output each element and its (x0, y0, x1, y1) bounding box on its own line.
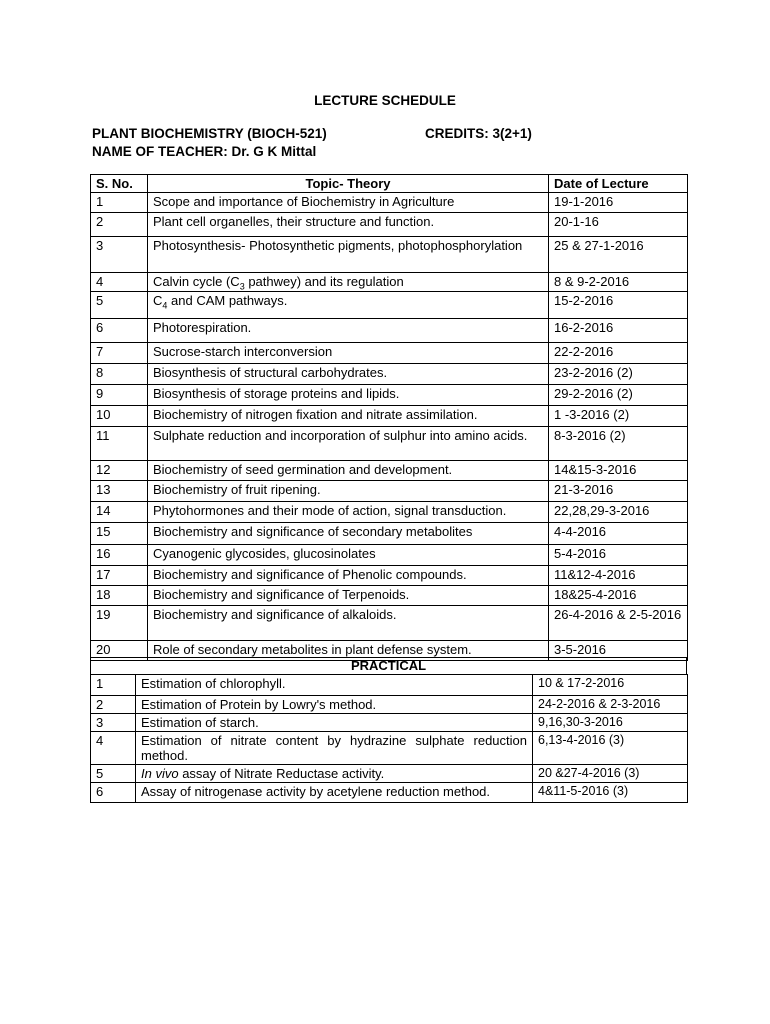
row-experiment: Assay of nitrogenase activity by acetylene reduction method. (136, 783, 533, 803)
row-date: 14&15-3-2016 (549, 461, 688, 481)
topic-part: and CAM pathways. (167, 293, 288, 308)
row-sno: 5 (91, 765, 136, 783)
row-topic (148, 292, 549, 319)
row-topic: Biochemistry of fruit ripening. (148, 481, 549, 502)
table-row (91, 714, 688, 732)
row-experiment: Estimation of Protein by Lowry's method. (136, 696, 533, 714)
row-topic: Biochemistry of seed germination and development. (148, 461, 549, 481)
row-experiment: Estimation of nitrate content by hydrazine sulphate reduction method. (136, 732, 533, 765)
row-topic: Biochemistry and significance of secondary metabolites (148, 523, 549, 545)
experiment-italic: In vivo (141, 766, 179, 781)
row-date: 8 & 9-2-2016 (549, 273, 688, 292)
row-topic: Biosynthesis of structural carbohydrates. (148, 364, 549, 385)
row-sno: 9 (91, 385, 148, 406)
table-row (91, 783, 688, 803)
row-topic: Role of secondary metabolites in plant defense system. (148, 641, 549, 661)
course-title: PLANT BIOCHEMISTRY (BIOCH-521) (92, 126, 327, 141)
row-sno: 8 (91, 364, 148, 385)
row-sno: 16 (91, 545, 148, 566)
row-sno: 19 (91, 606, 148, 641)
row-date: 19-1-2016 (549, 193, 688, 213)
row-date: 11&12-4-2016 (549, 566, 688, 586)
practical-heading: PRACTICAL (90, 657, 687, 675)
row-sno: 3 (91, 237, 148, 273)
row-sno: 3 (91, 714, 136, 732)
header-topic: Topic- Theory (148, 175, 549, 193)
row-date: 10 & 17-2-2016 (533, 675, 688, 696)
row-sno: 20 (91, 641, 148, 661)
row-sno: 6 (91, 783, 136, 803)
row-sno: 2 (91, 213, 148, 237)
table-row (91, 193, 688, 213)
table-row (91, 427, 688, 461)
header-date: Date of Lecture (549, 175, 688, 193)
row-sno: 18 (91, 586, 148, 606)
table-row (91, 675, 688, 696)
topic-part: C (153, 293, 163, 308)
row-date: 20 &27-4-2016 (3) (533, 765, 688, 783)
row-topic: Scope and importance of Biochemistry in Agriculture (148, 193, 549, 213)
table-row (91, 292, 688, 319)
table-row (91, 213, 688, 237)
row-sno: 10 (91, 406, 148, 427)
table-row (91, 343, 688, 364)
table-row (91, 586, 688, 606)
row-sno: 5 (91, 292, 148, 319)
row-topic: Phytohormones and their mode of action, signal transduction. (148, 502, 549, 523)
row-topic: Photorespiration. (148, 319, 549, 343)
row-date: 8-3-2016 (2) (549, 427, 688, 461)
row-date: 1 -3-2016 (2) (549, 406, 688, 427)
row-date: 5-4-2016 (549, 545, 688, 566)
row-topic: Biochemistry and significance of Terpenoids. (148, 586, 549, 606)
row-date: 9,16,30-3-2016 (533, 714, 688, 732)
experiment-text: assay of Nitrate Reductase activity. (178, 766, 385, 781)
row-sno: 4 (91, 273, 148, 292)
theory-schedule-table (90, 174, 688, 661)
header-sno: S. No. (91, 175, 148, 193)
teacher-name: NAME OF TEACHER: Dr. G K Mittal (92, 144, 317, 159)
row-sno: 17 (91, 566, 148, 586)
table-row (91, 481, 688, 502)
table-row (91, 385, 688, 406)
row-sno: 1 (91, 675, 136, 696)
row-topic: Biosynthesis of storage proteins and lipids. (148, 385, 549, 406)
table-row (91, 606, 688, 641)
table-header-row (91, 175, 688, 193)
row-date: 6,13-4-2016 (3) (533, 732, 688, 765)
row-date: 22-2-2016 (549, 343, 688, 364)
row-date: 3-5-2016 (549, 641, 688, 661)
row-sno: 11 (91, 427, 148, 461)
row-sno: 13 (91, 481, 148, 502)
row-date: 26-4-2016 & 2-5-2016 (549, 606, 688, 641)
row-sno: 14 (91, 502, 148, 523)
row-date: 4&11-5-2016 (3) (533, 783, 688, 803)
row-topic: Photosynthesis- Photosynthetic pigments, photophosphorylation (148, 237, 549, 273)
row-experiment (136, 765, 533, 783)
row-topic: Biochemistry and significance of Phenolic compounds. (148, 566, 549, 586)
table-row (91, 545, 688, 566)
row-sno: 7 (91, 343, 148, 364)
row-experiment: Estimation of starch. (136, 714, 533, 732)
topic-subscript: 3 (239, 281, 245, 292)
topic-subscript: 4 (162, 300, 168, 311)
row-date: 15-2-2016 (549, 292, 688, 319)
row-sno: 12 (91, 461, 148, 481)
row-topic: Sulphate reduction and incorporation of sulphur into amino acids. (148, 427, 549, 461)
credits-label: CREDITS: 3(2+1) (425, 126, 532, 141)
row-sno: 2 (91, 696, 136, 714)
table-row (91, 732, 688, 765)
table-row (91, 566, 688, 586)
topic-part: Calvin cycle (C (153, 274, 240, 289)
table-row (91, 696, 688, 714)
row-sno: 15 (91, 523, 148, 545)
row-topic: Sucrose-starch interconversion (148, 343, 549, 364)
table-row (91, 364, 688, 385)
table-row (91, 406, 688, 427)
row-topic (148, 273, 549, 292)
table-row (91, 523, 688, 545)
row-sno: 1 (91, 193, 148, 213)
row-date: 29-2-2016 (2) (549, 385, 688, 406)
row-date: 4-4-2016 (549, 523, 688, 545)
topic-part: pathwey) and its regulation (244, 274, 404, 289)
row-date: 24-2-2016 & 2-3-2016 (533, 696, 688, 714)
table-row (91, 502, 688, 523)
row-topic: Biochemistry of nitrogen fixation and nitrate assimilation. (148, 406, 549, 427)
row-topic: Cyanogenic glycosides, glucosinolates (148, 545, 549, 566)
row-date: 25 & 27-1-2016 (549, 237, 688, 273)
row-date: 16-2-2016 (549, 319, 688, 343)
row-date: 21-3-2016 (549, 481, 688, 502)
row-topic: Plant cell organelles, their structure and function. (148, 213, 549, 237)
row-sno: 4 (91, 732, 136, 765)
row-date: 22,28,29-3-2016 (549, 502, 688, 523)
row-topic: Biochemistry and significance of alkaloids. (148, 606, 549, 641)
row-date: 23-2-2016 (2) (549, 364, 688, 385)
row-sno: 6 (91, 319, 148, 343)
page-title: LECTURE SCHEDULE (314, 93, 456, 108)
table-row (91, 765, 688, 783)
row-experiment: Estimation of chlorophyll. (136, 675, 533, 696)
row-date: 18&25-4-2016 (549, 586, 688, 606)
practical-schedule-table (90, 674, 688, 803)
table-row (91, 319, 688, 343)
table-row (91, 273, 688, 292)
table-row (91, 461, 688, 481)
table-row (91, 237, 688, 273)
row-date: 20-1-16 (549, 213, 688, 237)
